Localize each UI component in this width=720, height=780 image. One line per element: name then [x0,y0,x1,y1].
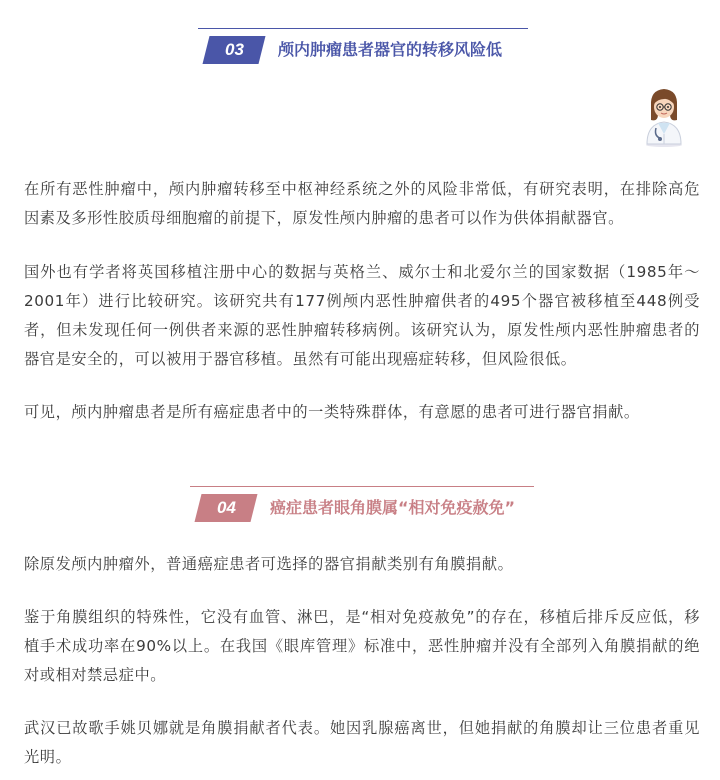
section-04-paragraph-3: 武汉已故歌手姚贝娜就是角膜捐献者代表。她因乳腺癌离世，但她捐献的角膜却让三位患者重见光明。 [24,719,700,766]
section-03-paragraph-2: 国外也有学者将英国移植注册中心的数据与英格兰、威尔士和北爱尔兰的国家数据（1985年～2001年）进行比较研究。该研究共有177例颅内恶性肿瘤供者的495个器官被移植至448例受者，但未发现任何一例供者来源的恶性肿瘤转移病例。该研究认为，原发性颅内恶性肿瘤患者的器官是安全的，可以被用于器官移植。虽然有可能出现癌症转移，但风险很低。 [24,263,700,368]
section-04-paragraph-2: 鉴于角膜组织的特殊性，它没有血管、淋巴，是“相对免疫赦免”的存在，移植后排斥反应低，移植手术成功率在90%以上。在我国《眼库管理》标准中，恶性肿瘤并没有全部列入角膜捐献的绝对或相对禁忌症中。 [24,608,700,684]
section-03-divider [198,28,528,29]
section-03-number: 03 [224,40,244,59]
section-04-divider [190,486,534,487]
section-03-paragraph-3: 可见，颅内肿瘤患者是所有癌症患者中的一类特殊群体，有意愿的患者可进行器官捐献。 [24,403,640,421]
doctor-icon [640,84,688,148]
section-03-paragraph-1: 在所有恶性肿瘤中，颅内肿瘤转移至中枢神经系统之外的风险非常低，有研究表明，在排除高危因素及多形性胶质母细胞瘤的前提下，原发性颅内肿瘤的患者可以作为供体捐献器官。 [24,180,700,227]
section-03-title: 颅内肿瘤患者器官的转移风险低 [278,40,503,59]
section-04-title: 癌症患者眼角膜属“相对免疫赦免” [270,498,516,517]
section-04-badge [195,494,258,522]
section-04-header [190,486,534,522]
section-03-header [198,28,528,64]
section-04-number: 04 [216,498,236,517]
section-03-badge [203,36,266,64]
section-04-paragraph-1: 除原发颅内肿瘤外，普通癌症患者可选择的器官捐献类别有角膜捐献。 [24,555,514,573]
